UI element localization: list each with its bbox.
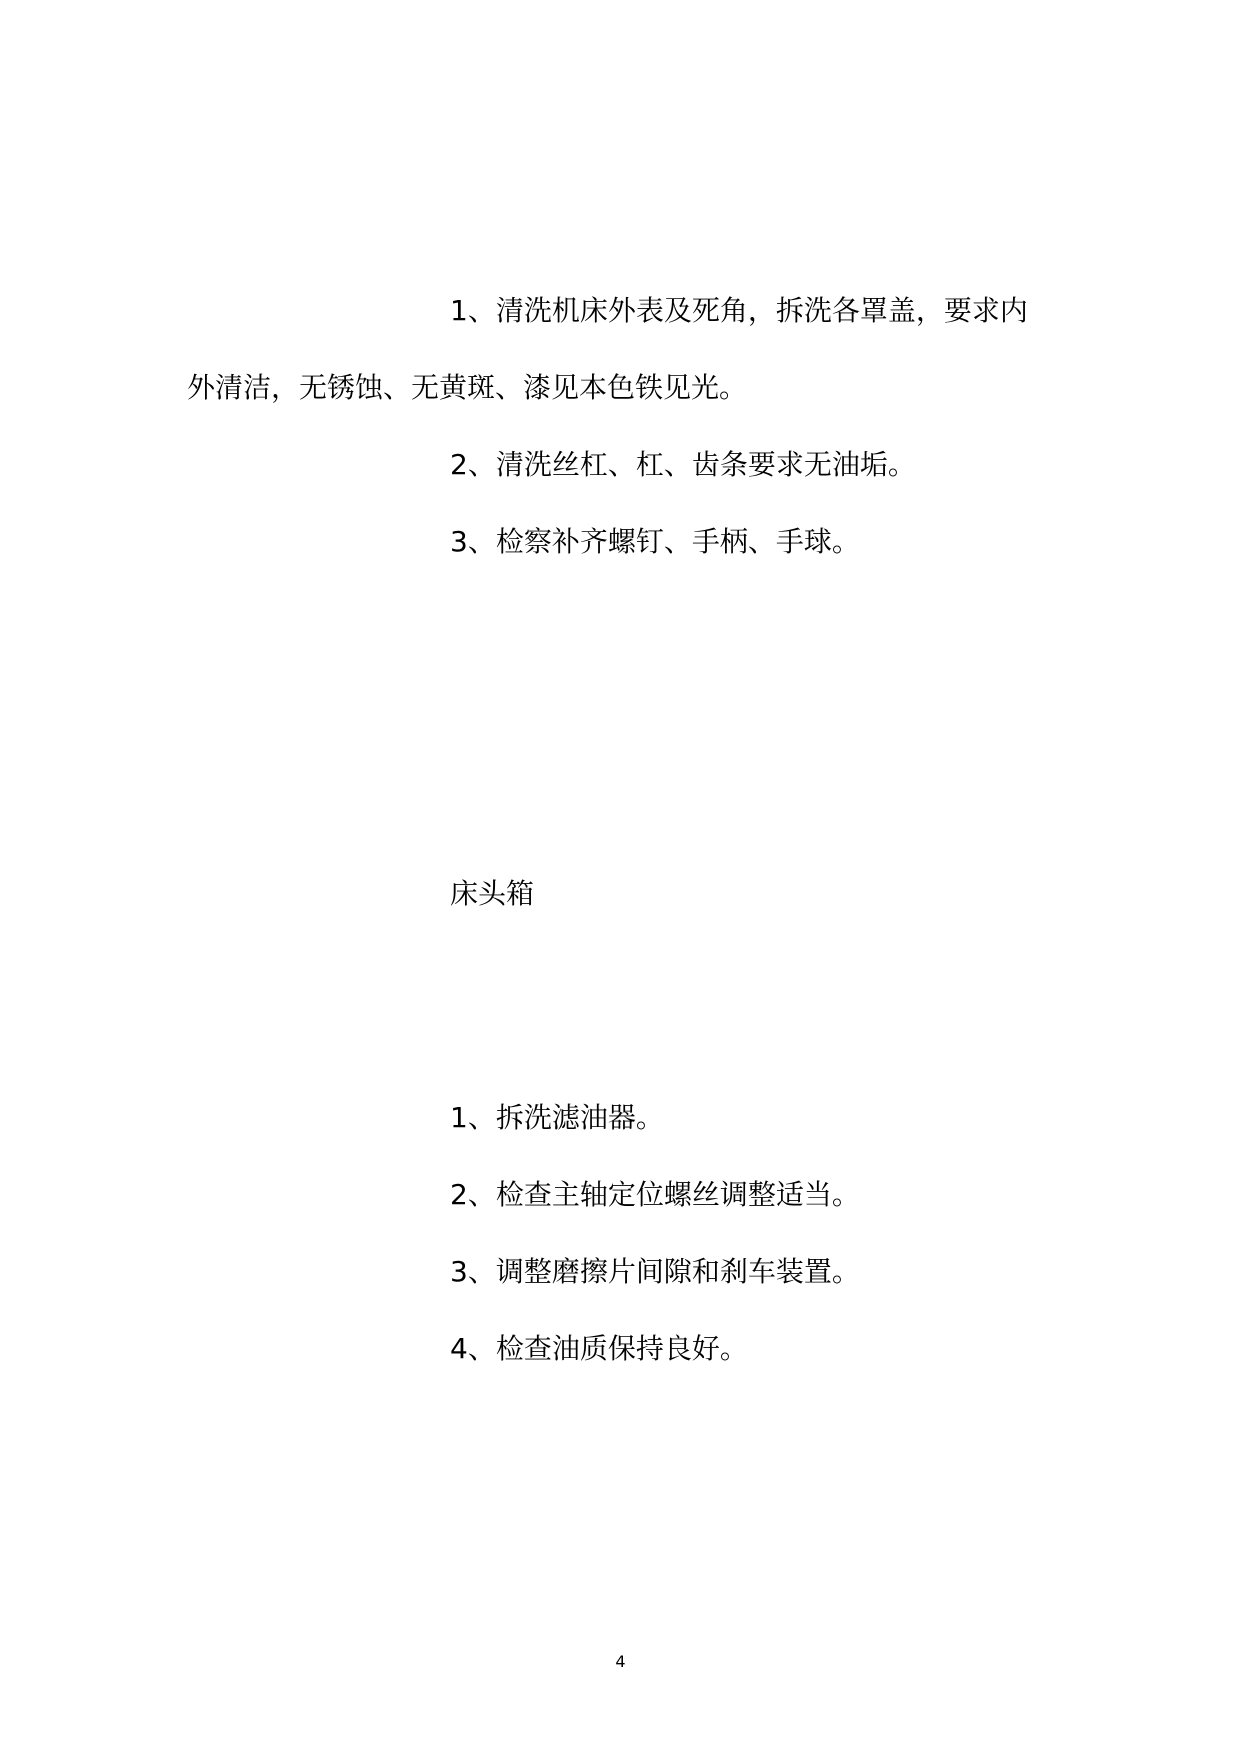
section2-item-2: 2、检查主轴定位螺丝调整适当。 bbox=[450, 1178, 860, 1211]
section2-item-1: 1、拆洗滤油器。 bbox=[450, 1101, 664, 1134]
section1-item3: 3、检察补齐螺钉、手柄、手球。 bbox=[450, 525, 860, 558]
section1-item1-line1: 1、清洗机床外表及死角，拆洗各罩盖，要求内 bbox=[450, 294, 1028, 327]
section2-heading: 床头箱 bbox=[450, 877, 535, 910]
section2-item-4: 4、检查油质保持良好。 bbox=[450, 1332, 748, 1365]
section1-item2: 2、清洗丝杠、杠、齿条要求无油垢。 bbox=[450, 448, 916, 481]
section2-item-3: 3、调整磨擦片间隙和刹车装置。 bbox=[450, 1255, 860, 1288]
page-number: 4 bbox=[615, 1652, 626, 1671]
section1-item1-line2: 外清洁，无锈蚀、无黄斑、漆见本色铁见光。 bbox=[187, 371, 748, 404]
